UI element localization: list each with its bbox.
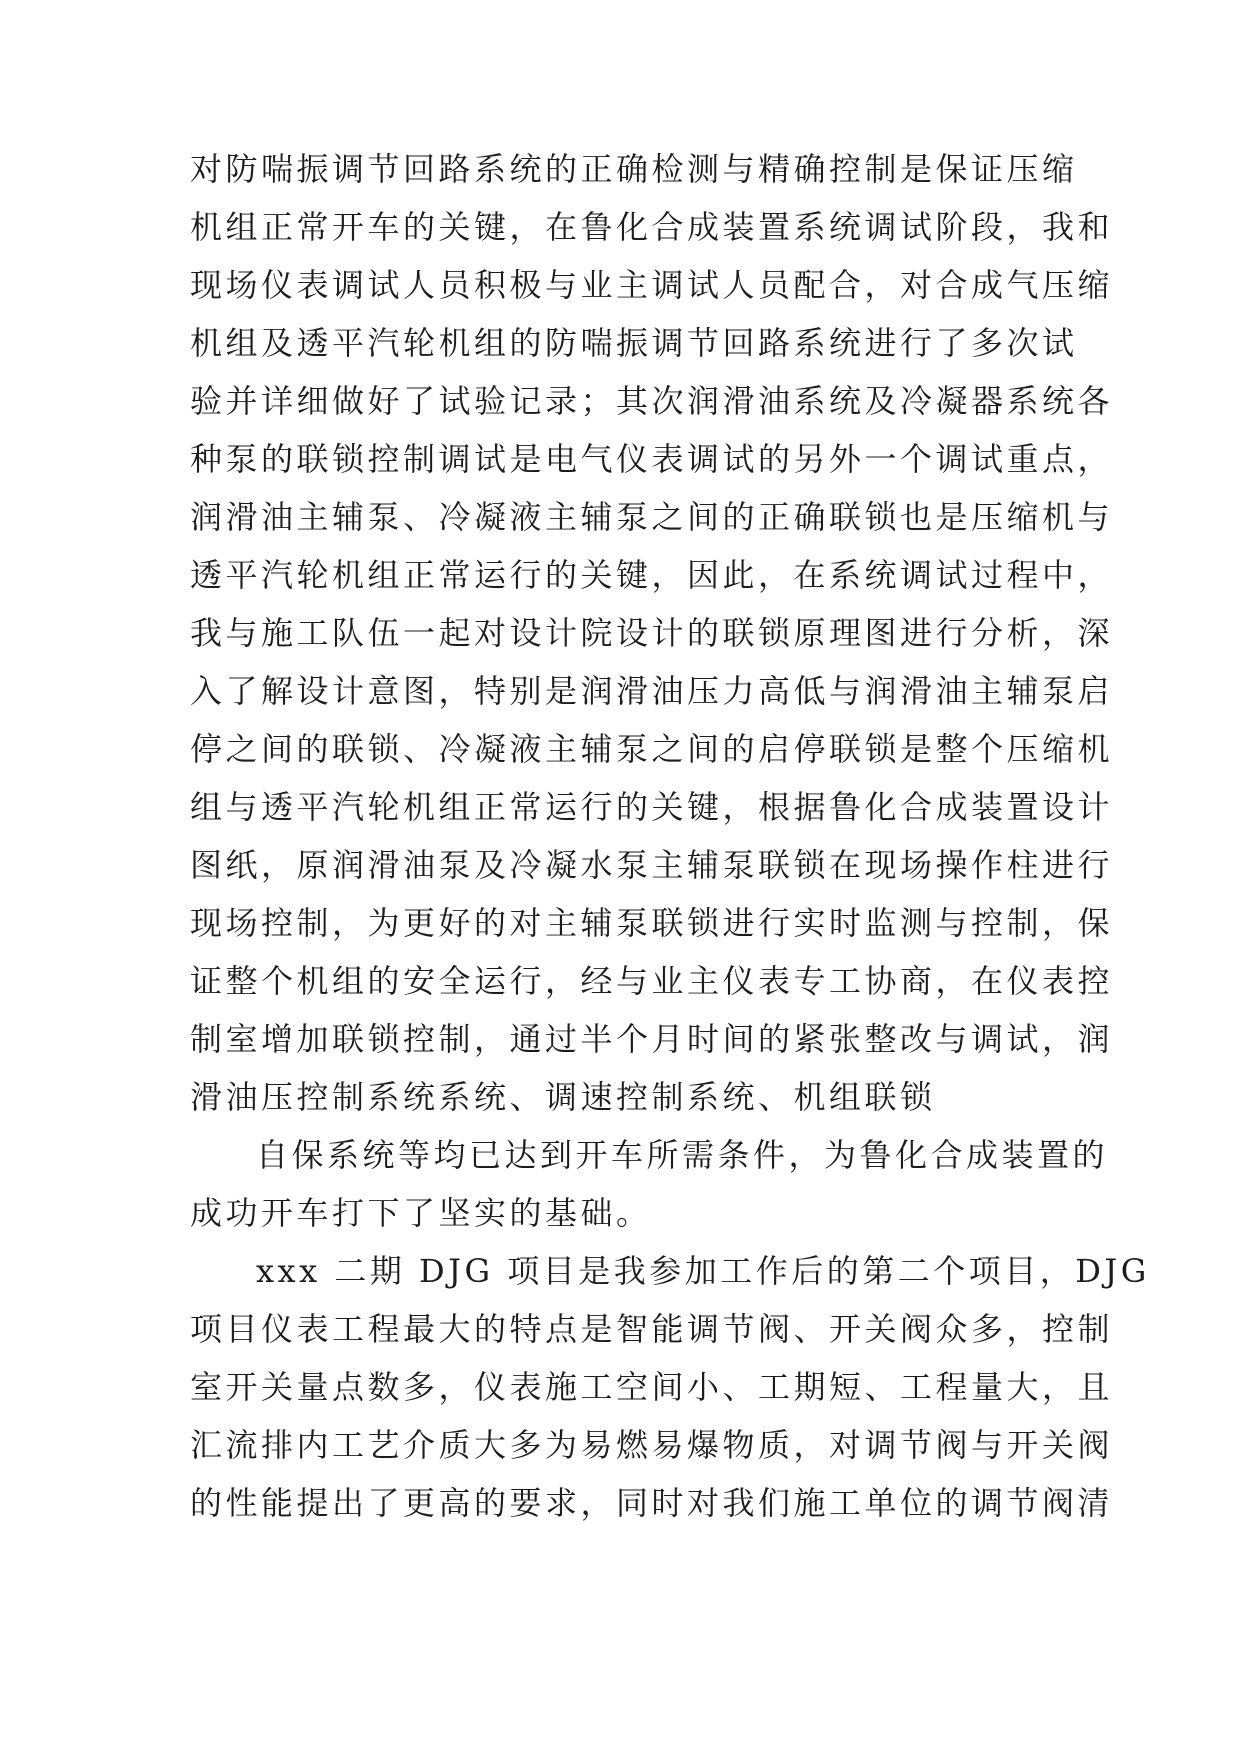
paragraph-2 (190, 1126, 1109, 1242)
paragraph-3 (190, 1242, 1150, 1532)
text-line: 机组正常开车的关键，在鲁化合成装置系统调试阶段，我和 (190, 208, 1114, 246)
text-line: 自保系统等均已达到开车所需条件，为鲁化合成装置的 (256, 1136, 1109, 1174)
text-line: 入了解设计意图，特别是润滑油压力高低与润滑油主辅泵启 (190, 672, 1114, 710)
text-line: 室开关量点数多，仪表施工空间小、工期短、工程量大，且 (190, 1368, 1114, 1406)
text-line: 的性能提出了更高的要求，同时对我们施工单位的调节阀清 (190, 1484, 1114, 1522)
text-line: 润滑油主辅泵、冷凝液主辅泵之间的正确联锁也是压缩机与 (190, 498, 1114, 536)
text-line: 验并详细做好了试验记录；其次润滑油系统及冷凝器系统各 (190, 382, 1114, 420)
text-line: xxx 二期 DJG 项目是我参加工作后的第二个项目，DJG (256, 1252, 1150, 1290)
text-line: 种泵的联锁控制调试是电气仪表调试的另外一个调试重点， (190, 440, 1114, 478)
document-body (190, 140, 1150, 1532)
text-line: 现场控制，为更好的对主辅泵联锁进行实时监测与控制，保 (190, 904, 1114, 942)
text-line: 停之间的联锁、冷凝液主辅泵之间的启停联锁是整个压缩机 (190, 730, 1114, 768)
text-line: 透平汽轮机组正常运行的关键，因此，在系统调试过程中， (190, 556, 1114, 594)
text-line: 制室增加联锁控制，通过半个月时间的紧张整改与调试，润 (190, 1020, 1114, 1058)
text-line: 机组及透平汽轮机组的防喘振调节回路系统进行了多次试 (190, 324, 1078, 362)
text-line: 现场仪表调试人员积极与业主调试人员配合，对合成气压缩 (190, 266, 1114, 304)
text-line: 证整个机组的安全运行，经与业主仪表专工协商，在仪表控 (190, 962, 1114, 1000)
text-line: 成功开车打下了坚实的基础。 (190, 1194, 652, 1232)
text-line: 图纸，原润滑油泵及冷凝水泵主辅泵联锁在现场操作柱进行 (190, 846, 1114, 884)
text-line: 组与透平汽轮机组正常运行的关键，根据鲁化合成装置设计 (190, 788, 1114, 826)
text-line: 滑油压控制系统系统、调速控制系统、机组联锁 (190, 1078, 936, 1116)
text-line: 项目仪表工程最大的特点是智能调节阀、开关阀众多，控制 (190, 1310, 1114, 1348)
text-line: 对防喘振调节回路系统的正确检测与精确控制是保证压缩 (190, 150, 1078, 188)
text-line: 汇流排内工艺介质大多为易燃易爆物质，对调节阀与开关阀 (190, 1426, 1114, 1464)
text-line: 我与施工队伍一起对设计院设计的联锁原理图进行分析，深 (190, 614, 1114, 652)
paragraph-1 (190, 140, 1114, 1126)
